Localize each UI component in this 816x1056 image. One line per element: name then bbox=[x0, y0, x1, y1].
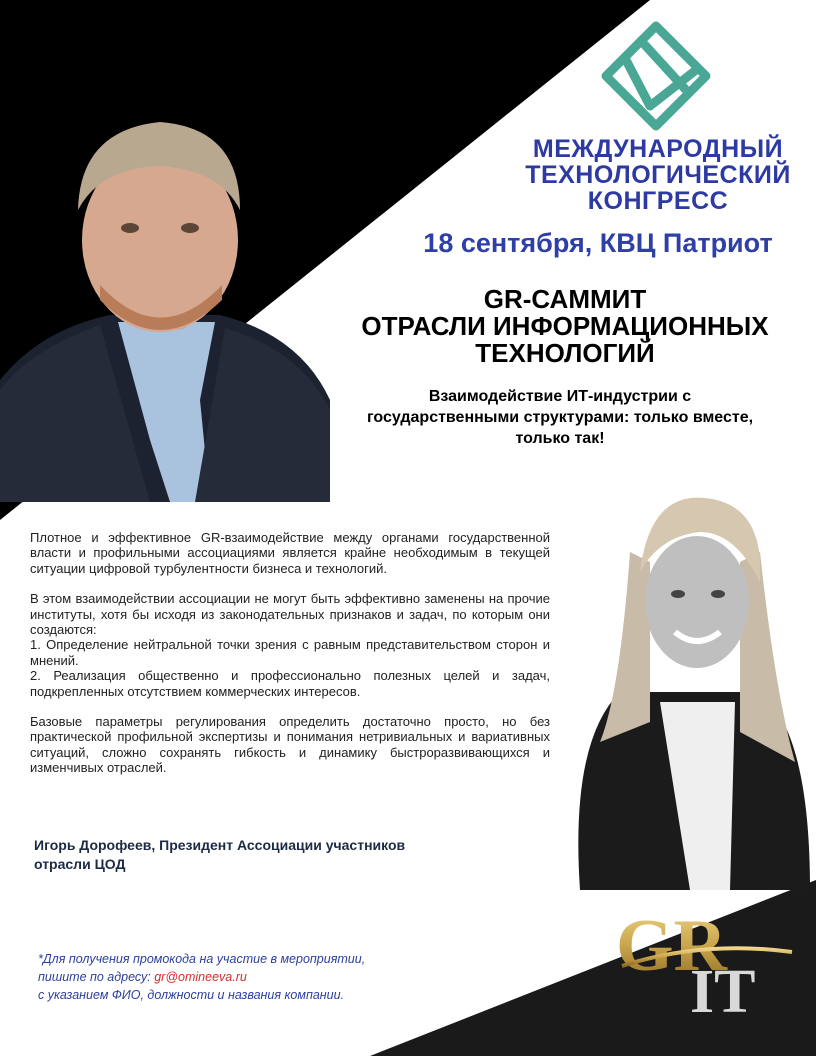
promo-line2-prefix: пишите по адресу: bbox=[38, 970, 155, 984]
article-body bbox=[30, 530, 550, 791]
promo-email-link[interactable]: gr@omineeva.ru bbox=[154, 970, 247, 984]
body-paragraph-2: В этом взаимодействии ассоциации не могут быть эффективно заменены на прочие институты, хотя бы исходя из законодательных признаков и задач, по которым они создаются: bbox=[30, 591, 550, 638]
congress-title-line2: ТЕХНОЛОГИЧЕСКИЙ bbox=[525, 161, 791, 189]
grit-logo-icon bbox=[612, 900, 802, 1020]
congress-title-line3: КОНГРЕСС bbox=[587, 187, 729, 215]
summit-subtitle: Взаимодействие ИТ-индустрии с государственными структурами: только вместе, только так! bbox=[366, 388, 754, 447]
author-line1: Игорь Дорофеев, Президент Ассоциации участников bbox=[34, 837, 406, 853]
body-paragraph-3: Базовые параметры регулирования определить достаточно просто, но без практической профильной экспертизы и понимания нетривиальных и вариативных ситуаций, сложно сохранять гибкость и динамику быстроразвивающихся и изменчивых отраслей. bbox=[30, 714, 550, 776]
speaker-woman-photo bbox=[560, 492, 816, 890]
body-list-item-1: 1. Определение нейтральной точки зрения с равным представительством сторон и мнений. bbox=[30, 637, 550, 668]
author-signature bbox=[34, 836, 494, 874]
promo-line1: *Для получения промокода на участие в мероприятии, bbox=[38, 952, 366, 966]
summit-title-line3: ТЕХНОЛОГИЙ bbox=[475, 338, 655, 368]
event-date-venue: 18 сентября, КВЦ Патриот bbox=[423, 228, 773, 258]
body-list-item-2: 2. Реализация общественно и профессионально полезных целей и задач, подкрепленных отсутствием коммерческих интересов. bbox=[30, 668, 550, 699]
grit-logo-bottom-letters: IT bbox=[690, 958, 756, 1020]
body-paragraph-1: Плотное и эффективное GR-взаимодействие между органами государственной власти и профильными ассоциациями является крайне необходимым в текущей ситуации цифровой турбулентности бизнеса и технологий. bbox=[30, 530, 550, 576]
promo-line3: с указанием ФИО, должности и названия компании. bbox=[38, 988, 345, 1002]
congress-logo-icon bbox=[600, 20, 712, 132]
summit-title-line2: ОТРАСЛИ ИНФОРМАЦИОННЫХ bbox=[361, 311, 769, 341]
summit-title-line1: GR-САММИТ bbox=[483, 284, 647, 314]
congress-title-line1: МЕЖДУНАРОДНЫЙ bbox=[532, 135, 784, 163]
promo-note bbox=[38, 950, 438, 1004]
author-line2: отрасли ЦОД bbox=[34, 856, 126, 872]
grit-logo-top-letters: GR bbox=[616, 905, 727, 987]
speaker-man-photo bbox=[0, 100, 330, 502]
